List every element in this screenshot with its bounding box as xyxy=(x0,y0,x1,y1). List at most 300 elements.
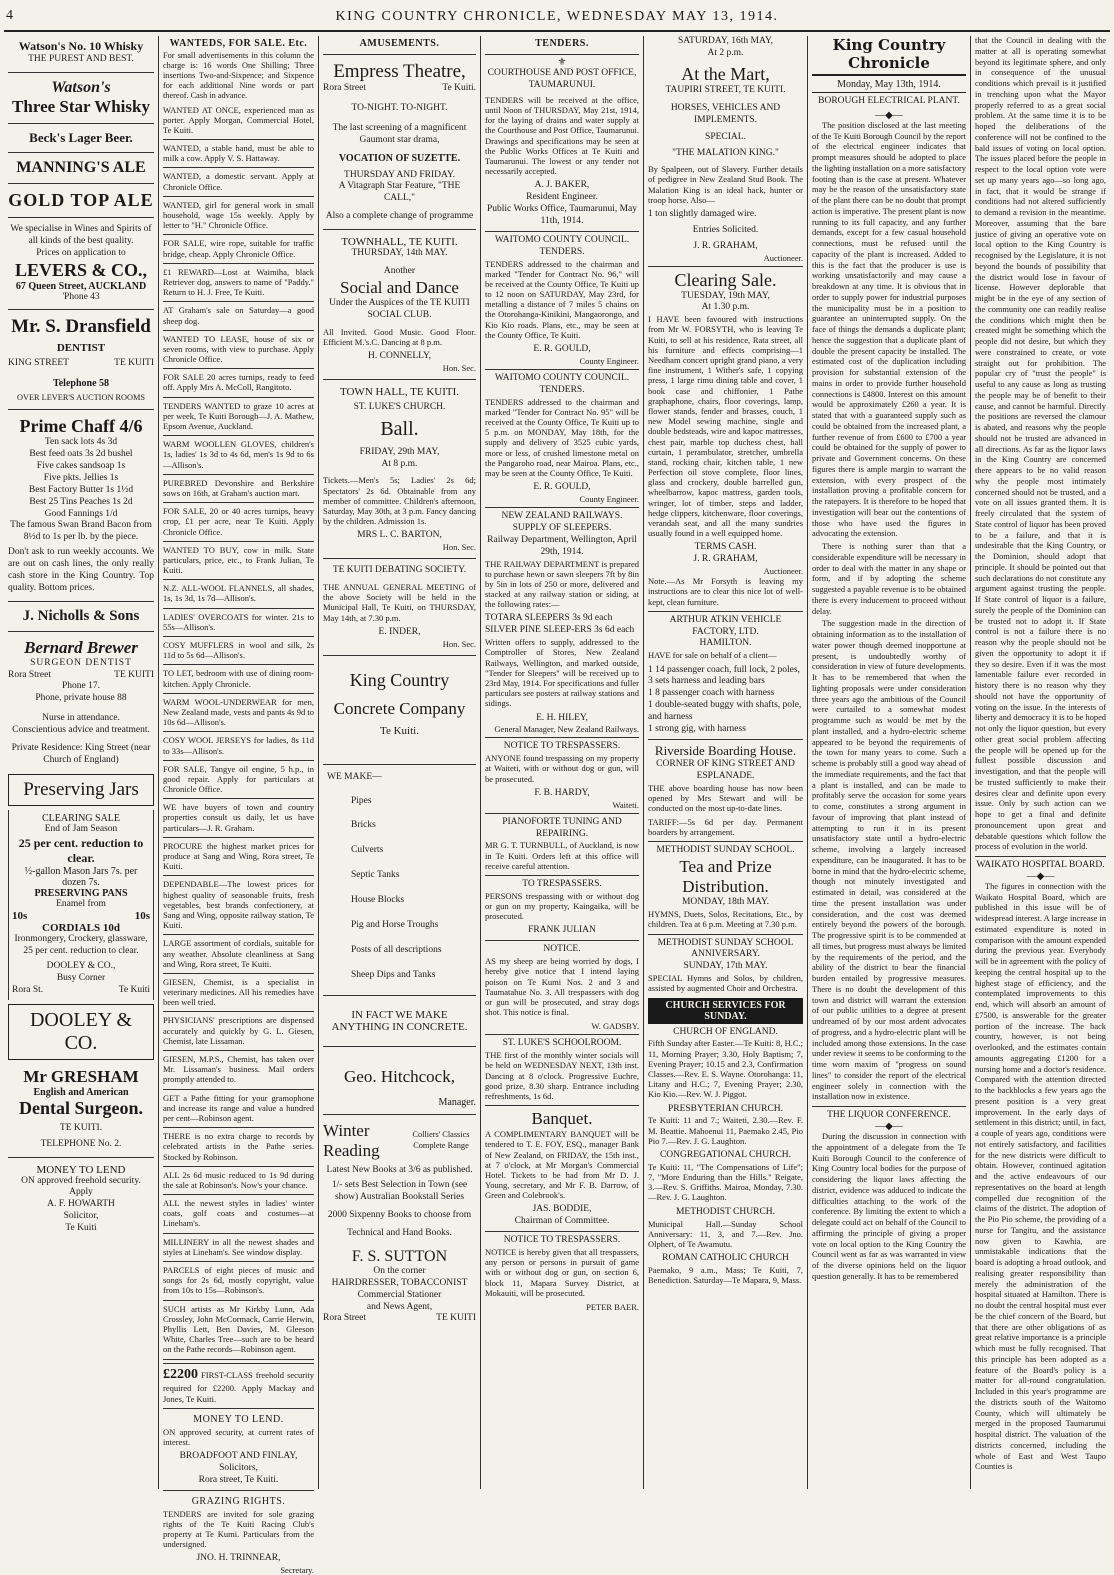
dental: Dental Surgeon. xyxy=(18,1097,143,1118)
to-trespass: TO TRESPASSERS. xyxy=(522,879,602,889)
chaff-line: Ten sack lots 4s 3d xyxy=(44,437,118,448)
classified-ad: LARGE assortment of cordials, suitable for any weather. Absolute cleanliness at Sang and Wing, Rora street, Te Kuiti. xyxy=(163,938,314,969)
persons: PERSONS trespassing with or without dog or gun on my property, Kaingaika, will be prosecuted. xyxy=(485,890,639,922)
classified-ad: FOR SALE, 20 or 40 acres turnips, heavy crop, £1 per acre, near Te Kuiti. Apply Chronicle Office. xyxy=(163,506,314,537)
pans: PRESERVING PANS xyxy=(34,887,128,899)
classified-ad: COSY MUFFLERS in wool and silk, 2s 11d to 5s 6d—Allison's. xyxy=(163,640,314,661)
levers-phone: 'Phone 43 xyxy=(62,291,100,302)
classified-ad: TENDERS WANTED to graze 10 acres at per week, Te Kuiti Borough—J. A. Mathew, Epsom Avenue, Auckland. xyxy=(163,400,314,432)
grazing-text: TENDERS are invited for sole grazing rights of the Te Kuiti Racing Club's property at Te Kumi. Particulars from the undersigned. xyxy=(163,1508,314,1550)
special: SPECIAL. xyxy=(705,132,746,143)
classified-ad: LADIES' OVERCOATS for winter. 21s to 55s—Allison's. xyxy=(163,611,314,632)
classified-list xyxy=(163,105,314,1360)
we-make: WE MAKE— xyxy=(327,771,382,782)
reduction: 25 per cent. reduction to clear. xyxy=(18,835,144,865)
te-kuiti: Te Kuiti xyxy=(65,1223,97,1234)
howarth: A. F. HOWARTH xyxy=(47,1199,115,1210)
chaff-line: Good Fannings 1/d xyxy=(44,508,118,519)
tickets: Tickets.—Men's 5s; Ladies' 2s 6d; Spectators' 2s 6d. Obtainable from any member of committee. Children's afternoon, Saturday, May 30th, at 3 p.m. Fancy dancing by the children. Admission 1s. xyxy=(323,475,476,527)
dransfield-ad xyxy=(8,313,154,406)
rora: Rora Street xyxy=(323,83,367,93)
tender-1: TENDERS will be received at the office, until Noon of THURSDAY, May 21st, 1914, for the laying of drains and water supply at the Courthouse and Post Office, Taumarunui. Drawings and specifications may be seen at the Public Works Offices at Te Kuiti and Taumarunui. The lowest or any tender not necessarily accepted. xyxy=(485,94,639,177)
church-text: Fifth Sunday after Easter.—Te Kuiti: 8, H.C.; 11, Morning Prayer; 3.30, Holy Baptism; 7, Evening Prayer; 10.15 and 2.3, Confirmation Classes.—Rev. E. S. Wayne. Otorohanga: 11, Litany and H.C.; 7, Evening Prayer; 2.30, Kio Kio.—Rev. W. J. Piggot. xyxy=(648,1038,803,1100)
nurse: Nurse in attendance. xyxy=(42,713,120,724)
gould: E. R. GOULD, xyxy=(533,344,591,354)
editorial-paragraph: There is nothing surer than that a considerable expenditure will be necessary in order to deal with the matter in any shape or form, and if by adopting the scheme suggested a payable revenue is to be obtained there is every inducement to proceed without delay. xyxy=(812,542,966,616)
horses: HORSES, VEHICLES AND IMPLEMENTS. xyxy=(670,102,781,125)
specialise: We specialise in Wines and Spirits of all kinds of the best quality. xyxy=(10,223,152,246)
corner: On the corner xyxy=(373,1265,426,1276)
te-kuiti: Te Kuiti xyxy=(118,984,150,995)
resident-engineer: Resident Engineer. xyxy=(526,192,598,203)
saturday: SATURDAY, 16th MAY, xyxy=(677,36,774,46)
tuesday: TUESDAY, 19th MAY, xyxy=(681,290,770,301)
waitomo: WAITOMO COUNTY COUNCIL. xyxy=(494,234,630,245)
columns xyxy=(4,36,1110,1575)
tonight: TO-NIGHT. TO-NIGHT. xyxy=(351,102,448,113)
classified-ad: WANTED AT ONCE, experienced man as porter. Apply Morgan, Commercial Hotel, Te Kuiti. xyxy=(163,104,314,135)
friday: FRIDAY, 29th MAY, xyxy=(359,446,440,457)
dooley-big: DOOLEY & CO. xyxy=(29,1008,133,1054)
surgeon-dentist: SURGEON DENTIST xyxy=(30,657,132,668)
preserving-jars-ad xyxy=(8,774,154,806)
chaff-ad xyxy=(8,413,154,597)
ball-ad xyxy=(323,383,476,555)
classified-ad: FOR SALE, wire rope, suitable for traffic bridge, cheap. Apply Chronicle Office. xyxy=(163,238,314,259)
church-name: PRESBYTERIAN CHURCH. xyxy=(667,1103,784,1114)
at8: At 8 p.m. xyxy=(381,458,418,469)
sixpenny: 2000 Sixpenny Books to choose from xyxy=(327,1210,472,1221)
inder: E. INDER, xyxy=(378,626,421,637)
at130: At 1.30 p.m. xyxy=(701,302,750,313)
classified-ad: PARCELS of eight pieces of music and songs for 2s 6d, mostly copyright, value from 10s to 15s—Robinson's. xyxy=(163,1265,314,1296)
prices: Prices on application to xyxy=(36,247,126,258)
editorial-subhead: BOROUGH ELECTRICAL PLANT. xyxy=(818,96,960,106)
products-list xyxy=(323,768,476,982)
te-kuiti: Te Kuiti. xyxy=(442,83,476,93)
secretary: Secretary. xyxy=(280,1565,314,1575)
brewer: Bernard Brewer xyxy=(24,637,138,657)
church-name: CHURCH OF ENGLAND. xyxy=(673,1026,778,1037)
technical: Technical and Hand Books. xyxy=(347,1228,452,1239)
masthead: KING COUNTRY CHRONICLE, WEDNESDAY MAY 13, 1914. xyxy=(335,9,779,24)
gadsby: W. GADSBY. xyxy=(591,1021,639,1032)
classified-ad: SUCH artists as Mr Kirkby Lunn, Ada Crossley, John McCormack, Carrie Herwin, Phyllis Lett, Ben Davies, M. Gleeson White, Charles Tree—such are to be heard on the Pathe records—Robinson agent. xyxy=(163,1303,314,1355)
classified-ad: N.Z. ALL-WOOL FLANNELS, all shades, 1s, 1s 3d, 1s 7d—Allison's. xyxy=(163,583,314,604)
mart: At the Mart, xyxy=(681,63,770,84)
levers: LEVERS & CO., xyxy=(14,259,148,280)
sets: 1/- sets Best Selection in Town (see show) Australian Bookstall Series xyxy=(331,1180,468,1203)
dransfield: Mr. S. Dransfield xyxy=(11,316,151,338)
classified-ad: FOR SALE 20 acres turnips, ready to feed off. Apply Mrs A. McColl, Rangitoto. xyxy=(163,372,314,393)
classified-pounds xyxy=(163,1367,314,1404)
chaff-line: Five cakes sandsoap 1s xyxy=(36,461,126,472)
end-jam: End of Jam Season xyxy=(44,823,118,834)
product: Sheep Dips and Tanks xyxy=(351,969,436,980)
dont-ask: Don't ask to run weekly accounts. We are out on cash lines, the only really cash store in the King Country. Top quality. Bottom prices. xyxy=(8,547,154,593)
pan-price-2: 10s xyxy=(134,910,150,923)
watson-ad xyxy=(8,36,154,69)
prime-chaff: Prime Chaff 4/6 xyxy=(19,416,143,437)
chairman: Chairman of Committee. xyxy=(514,1216,610,1227)
te-kuiti: TE KUITI. xyxy=(59,1122,103,1133)
chaff-line: Best 25 Tins Peaches 1s 2d xyxy=(29,496,133,507)
classified-ad: PROCURE the highest market prices for produce at Sang and Wing, Rora street, Te Kuiti. xyxy=(163,840,314,872)
classified-ad: ALL the newest styles in ladies' winter coats, golf coats and costumes—at Lineham's. xyxy=(163,1198,314,1229)
classified-ad: WE have buyers of town and country properties consult us daily, let us have particulars—J. R. Graham. xyxy=(163,802,314,833)
classified-ad: WARM WOOL-UNDERWEAR for men, New Zealand made, vests and pants 4s 9d to 10s 6d—Allison's. xyxy=(163,696,314,728)
hon-sec: Hon. Sec. xyxy=(442,638,476,649)
telephone: Telephone 58 xyxy=(52,378,110,390)
hardy: F. B. HARDY, xyxy=(534,787,590,798)
product: Pipes xyxy=(351,795,372,806)
atkin: ARTHUR ATKIN VEHICLE FACTORY, LTD. xyxy=(669,614,782,637)
banquet-text: A COMPLIMENTARY BANQUET will be tendered to T. E. FOY, ESQ., manager Bank of New Zealand, on FRIDAY, the 15th inst., at 7 o'clock, at Mr Morgan's Commercial Hotel. Tickets to be had from Mr D. J. Young, secretary, and Mr F. B. Darrow, of Green and Colebrook's. xyxy=(485,1129,639,1201)
classified-ad: WANTED TO BUY, cow in milk. State particulars, price, etc., to Frank Julian, Te Kuiti. xyxy=(163,544,314,576)
hitchcock: Geo. Hitchcock, xyxy=(344,1066,455,1086)
pan-price-1: 10s xyxy=(12,910,28,923)
conscientious: Conscientious advice and treatment. xyxy=(12,725,150,736)
classified-ad: COSY WOOL JERSEYS for ladies, 8s 11d to 33s—Allison's. xyxy=(163,735,314,756)
classified-ad: AT Graham's sale on Saturday—a good sheep dog. xyxy=(163,305,314,326)
gould-2: E. R. GOULD, xyxy=(533,482,591,493)
latest: Latest New Books at 3/6 as published. xyxy=(326,1164,473,1175)
classified-ad: GET a Pathe fitting for your gramophone and increase its range and value a hundred per cent—Robinson agent. xyxy=(163,1092,314,1123)
wanteds-intro: For small advertisements in this column the charge is: 16 words One Shilling; Three insertions Two-and-Sixpence; and Sixpence for each additional Nine words or part thereof. Cash in advance. xyxy=(163,51,314,101)
auctioneer: Auctioneer. xyxy=(763,252,803,263)
empress: Empress Theatre, xyxy=(333,61,466,82)
private-residence: Private Residence: King Street (near Church of England) xyxy=(11,742,151,765)
mason: ½-gallon Mason Jars 7s. per dozen 7s. xyxy=(24,865,138,888)
baer: PETER BAER. xyxy=(586,1302,639,1312)
piano: PIANOFORTE TUNING AND REPAIRING. xyxy=(502,816,622,839)
sleepers: SUPPLY OF SLEEPERS. xyxy=(512,522,612,533)
classified-ad: PUREBRED Devonshire and Berkshire sows on 16th, at Graham's auction mart. xyxy=(163,477,314,498)
column-1 xyxy=(4,36,159,1489)
rora-st: Rora St. xyxy=(12,984,44,995)
st-lukes: ST. LUKE'S CHURCH. xyxy=(353,401,446,412)
te-kuiti: TE KUITI xyxy=(436,1313,476,1324)
over-levers: OVER LEVER'S AUCTION ROOMS xyxy=(16,393,146,403)
railway-dept: Railway Department, Wellington, April 29th, 1914. xyxy=(487,534,637,557)
mannings: MANNING'S ALE xyxy=(16,158,146,176)
preserving: Preserving Jars xyxy=(23,778,139,800)
gold-top: GOLD TOP ALE xyxy=(8,189,154,210)
broadfoot: BROADFOOT AND FINLAY, xyxy=(179,1451,298,1462)
te-kuiti: Te Kuiti. xyxy=(380,724,419,737)
nicholls: J. Nicholls & Sons xyxy=(22,607,140,624)
classified-ad: WANTED, a stable hand, must be able to milk a cow. Apply V. S. Hattaway. xyxy=(163,143,314,164)
wanteds-heading: WANTEDS, FOR SALE. Etc. xyxy=(169,38,308,49)
colliers: Colliers' Classics Complete Range xyxy=(412,1130,470,1150)
townhall-2: TOWN HALL, TE KUITI. xyxy=(339,385,460,398)
te-kuiti: TE KUITI xyxy=(114,358,154,369)
anniversary: METHODIST SUNDAY SCHOOL ANNIVERSARY. xyxy=(657,937,794,960)
classified-ad: WARM WOOLLEN GLOVES, children's 1s, ladies' 1s 3d to 4s 6d, men's 1s 9d to 6s—Allison's. xyxy=(163,439,314,470)
sunday: SUNDAY, 17th MAY. xyxy=(683,961,768,972)
malation: "THE MALATION KING." xyxy=(672,148,779,159)
product: Septic Tanks xyxy=(351,870,400,881)
column-7 xyxy=(971,36,1110,1489)
editorial-paragraph: The position disclosed at the last meeting of the Te Kuiti Borough Council by the report of the electrical engineer indicates that prompt measures should be adopted to place the lighting installation on a more satisfactory footing than is the case at present. Whatever may be the reason of the unsatisfactory state of the plant there can be no doubt that prompt action is imperative. The present plant is now running to its full capacity, and any further demands, except for a few casual household connections, must be refused until the capacity of the plant is increased. Added to this is the fact that the producer is use is working unsatisfactorily and may cause a breakdown at any time. It is obvious that in order to supply power for industrial purposes the municipality must be in a position to guarantee an uninterrupted supply. On the face of things the demands a duplicate plant; hence the suggestion that a duplicate plant of double the present capacity be installed. The estimated cost of the duplication including provision for substantial extension of the mains in order to provide further household connections is £4800. Interest on this amount would be approximately £260 a year. It is stated that with a guaranteed supply such as could be obtained from the increased plant, a further revenue of from £600 to £700 a year could be obtained for the supply of power to private and Government concerns. On these figures there is ample margin to warrant the extension, with every prospect of the installation proving a profitable concern for the ratepayers. It is therefore to be hoped that investigation will bear out the contentions of those who have used the figures in advocating the extension. xyxy=(812,120,966,539)
have: HAVE for sale on behalf of a client— xyxy=(648,650,777,661)
rail-text: THE RAILWAY DEPARTMENT is prepared to purchase hewn or sawn sleepers 7ft by 8in by 5in in lots of 250 or more, delivered and stacked at any railway station or siding, at the following rates:— xyxy=(485,558,639,610)
levers-ad xyxy=(8,221,154,307)
vehicle: 1 8 passenger coach with harness xyxy=(648,688,775,699)
solicitor: Solicitor, xyxy=(63,1211,99,1222)
grazing-heading: GRAZING RIGHTS. xyxy=(191,1495,286,1507)
product: Pig and Horse Troughs xyxy=(351,919,439,930)
hospital-heading: WAIKATO HOSPITAL BOARD. xyxy=(976,860,1105,870)
ironmongery: Ironmongery, Crockery, glassware, 25 per cent. reduction to clear. xyxy=(14,934,148,957)
under: Under the Auspices of the TE KUITI SOCIAL CLUB. xyxy=(329,297,470,320)
product: Posts of all descriptions xyxy=(351,944,442,955)
county-engineer: County Engineer. xyxy=(579,355,639,366)
church-text: Te Kuiti: 11 and 7.; Waiteti, 2.30.—Rev. F. M. Beattie. Mahoenui 11, Paemako 2.45, Pio Pio 7.—Rev. J. G. Laughton. xyxy=(648,1115,803,1146)
courthouse: COURTHOUSE AND POST OFFICE, TAUMARUNUI. xyxy=(487,68,637,90)
column-3 xyxy=(319,36,481,1489)
apply: Apply xyxy=(69,1187,93,1198)
hospital-paragraph: The figures in connection with the Waikato Hospital Board, which are published in this issue will be of widespread interest. A large increase in estimated expenditure is noted in comparison with the amount expended during the previous year. Everybody will be in agreement with the policy of keeping the central hospital up to the highest stage of efficiency, and the contemplated improvements to this end, which will absorb an amount of £7500, is answerable for the greater portion of the increase. The back country, however, is not being overlooked, and the estimates contain amounts aggregating £1200 for a nursing home and a doctor's residence. Compared with the attention directed to the backblocks a few years ago the present position is a very great improvement. In the early days of settlement in this district; until, in fact, a couple of years ago, conditions were not entirely satisfactory, and facilities for the new districts were difficult to obtain. However, continued agitation and the active endeavours of our representatives on the board at length compelled due recognition of the claims of the district. The adoption of the Pio Pio scheme, the providing of a nurse for Tangitu, and the assistance now given to Kawhia, are unmistakable indications that the board is adopting a broad outlook, and realising greater responsibility than merely the administration of the hospital situated at Hamilton. There is no doubt the central hospital must ever be the chief concern of the Board, but that there are other obligations of as great relative importance is a principle which must be fully recognised. That this principle has been adopted as a feature of the Board's policy is a matter for all-round congratulation. Included in this year's programme are the districts south of the Waitomo County, which will ultimately be merged in the proposed Taumarunui hospital district. The valuation of the districts concerned, including the whole of East and West Taupo Counties is xyxy=(975,881,1107,1472)
nzr: NEW ZEALAND RAILWAYS. xyxy=(501,511,623,521)
kc: King Country xyxy=(349,669,450,690)
te-kuiti: TE KUITI xyxy=(114,669,154,680)
waitomo-2: WAITOMO COUNTY COUNCIL. xyxy=(494,372,630,383)
classified-ad: TO LET, bedroom with use of dining room-kitchen. Apply Chronicle. xyxy=(163,668,314,689)
ball: Ball. xyxy=(380,417,419,440)
thurs-fri: THURSDAY AND FRIDAY. xyxy=(344,169,455,180)
monday: MONDAY, 18th MAY. xyxy=(681,897,770,908)
vehicle: 1 14 passenger coach, full lock, 2 poles, 3 sets harness and leading bars xyxy=(648,664,800,687)
riverside: Riverside Boarding House. xyxy=(654,742,797,758)
church-text: Municipal Hall.—Sunday School Anniversary: 11, 3, and 7.—Rev. Jno. Olphert, of Te Awamutu. xyxy=(648,1218,803,1249)
tenders-heading: TENDERS. xyxy=(535,38,589,49)
notice-text: NOTICE is hereby given that all trespassers, any person or persons in pursuit of game with or without dog or gun, on section 6, block 11, Mapara Survey District, at Mokauiti, will be prosecuted. xyxy=(485,1247,639,1298)
note: Note.—As Mr Forsyth is leaving my instructions are to clear this nice lot of well-kept, clean furniture. xyxy=(648,576,803,607)
graham-2: J. R. GRAHAM, xyxy=(693,554,758,565)
debating-ad xyxy=(323,562,476,652)
classified-ad: PHYSICIANS' prescriptions are dispensed accurately and quickly by G. L. Giesen, Chemist, late Lissaman. xyxy=(163,1015,314,1046)
church-name: METHODIST CHURCH. xyxy=(675,1206,776,1217)
auctioneer-2: Auctioneer. xyxy=(763,566,803,577)
vocation: VOCATION OF SUZETTE. xyxy=(338,152,461,164)
news-agent: and News Agent, xyxy=(366,1301,433,1312)
totara: TOTARA SLEEPERS 3s 9d each xyxy=(485,613,613,624)
editorial-continued: that the Council in dealing with the matter at all is operating somewhat beyond its legitimate sphere, and only in consequence of the unusual conditions which prevail is it justified in trenching upon what the Mayor properly referred to as a great social problem. At the same time it is to be hoped the deliberations of the conference will not be confined to the bald issues of voting on local option. The issues placed before the people in respect to the local option vote were set up many years ago—so long ago, in fact, that it would be strange if conditions had not altered sufficiently to demand a revision in the meantime. Moreover, assuming that the bare justice of giving an operative vote on local option to the King Country is recognised by the Legislature, it is not beyond the bounds of possibility that the district would lose in favour of license. However deplorable that might be in the eye of any section of the community one can readily realise the conditions which might then be created might be something which the people did not desire, but which they were constrained to create, or vote straight out for prohibition. The popular cry of "trust the people" is useful to any cause as long as trusting the people may be of benefit to their cause, and cannot be harmful. Directly the positions are reversed the clamour is abated, and reasons why the people should not be trusted are advanced in all directions. As far as the liquor laws in the King Country are concerned there appears to be no valid reason why the people most intimately concerned should not be trusted, and a vote on all issues granted them. It is freely circulated that the system of State control of liquor has been proved to be a failure, and that it is undesirable that the King Country, or the Dominion, should adopt that principle. It should be pointed out that such declarations do not constitute any argument against trusting the people. If State control of liquor is a failure, surely the people of the Dominion can be trusted not to adopt it. If State control is not a failure there is no reason why the people should not be given the opportunity to adopt it if they so desire. Even if it was the most lamentable failure ever recorded in history there is no reason why they should not have the opportunity of voting on the issue. In the interests of liberty and democracy it is to be hoped not only the liquor question, but every other great social problem affecting the people will be opened up for the fullest possible discussion and investigation, and that the people will be trusted sufficiently to make their desires clear and definite upon every issue. Only by such action can we hope to get a final and definite pronouncement upon great and debatable questions which follow the process of evolution in the world. xyxy=(975,36,1106,852)
brewer-ad xyxy=(8,635,154,770)
solicitors: Solicitors, xyxy=(219,1462,258,1473)
watsons-three-star-ad xyxy=(8,76,154,120)
approved: ON approved freehold security. xyxy=(21,1175,141,1186)
dooley-small: DOOLEY & CO., xyxy=(46,961,116,972)
gresham-ad xyxy=(8,1064,154,1154)
concrete: Concrete Company xyxy=(333,698,466,718)
tender-3: TENDERS addressed to the chairman and marked "Tender for Contract No. 95" will be received at the County Office, Te Kuiti up to 5 p.m. on MONDAY, May 18th, for the supply and delivery of 3525 cubic yards, more or less, of crushed limestone metal on the Pangaroho road, near Mairoa. Plans, etc., may be seen at the County Office, Te Kuiti. xyxy=(485,396,639,478)
page-number: 4 xyxy=(6,8,13,23)
church-heading: CHURCH SERVICES FOR SUNDAY. xyxy=(648,998,803,1024)
rule-ornament-icon: —◆— xyxy=(875,1121,903,1132)
king-street: KING STREET xyxy=(8,358,69,369)
clearing: Clearing Sale. xyxy=(674,269,777,290)
lorry: 1 ton slightly damaged wire. xyxy=(648,208,757,219)
rule-ornament-icon: —◆— xyxy=(1026,870,1055,882)
vehicle: 1 strong gig, with harness xyxy=(648,723,746,734)
money-text: ON approved security, at current rates of interest. xyxy=(163,1426,314,1447)
dentist: DENTIST xyxy=(56,342,106,355)
chaff-line: Five pkts. Jellies 1s xyxy=(43,472,119,483)
phone17: Phone 17. xyxy=(62,681,100,692)
social-ad xyxy=(323,233,476,376)
dooley-box xyxy=(8,1004,154,1060)
church-text: Te Kuiti: 11, "The Compensations of Life"; 7, "More Enduring than the Hills." Reigate, 3.—Rev. S. Griffiths. Mairoa, Monday, 7.30.—Rev. J. G. Laughton. xyxy=(648,1161,803,1203)
sutton-ad xyxy=(323,1118,476,1329)
classified-ad: GIESEN, M.P.S., Chemist, has taken over Mr. Lissaman's business. Mail orders promptly attended to. xyxy=(163,1054,314,1085)
dogs: AS my sheep are being worried by dogs, I hereby give notice that I intend laying poison on Te Kumi Nos. 2 and 3 and Taumatahue No. 3. All trespassers with dog or gun will be prosecuted, and stray dogs shot. This notice is final. xyxy=(485,956,639,1018)
editorial-title: King Country Chronicle xyxy=(812,36,966,76)
rora-street: Rora Street xyxy=(8,669,52,680)
product: Culverts xyxy=(351,845,384,856)
special-hymns: SPECIAL Hymns and Solos, by children, assisted by augmented Choir and Orchestra. xyxy=(648,973,803,994)
liquor-paragraph: During the discussion in connection with the appointment of a delegate from the Te Kuiti Borough Council to the conference of King Country local bodies for the purpose of considering the liquor laws affecting the district, evidence was adduced to indicate the difficulties attaching to the work of the conference. By limiting the extent to which a delegate could act on behalf of the Council to affirming the principle of giving a proper vote on local option to the King Country the Council went as far as was warranted in view of the diverse opinions held on the liquor question generally. It has to be remembered xyxy=(812,1132,966,1281)
written: Written offers to supply, addressed to the Comptroller of Stores, New Zealand Railways, Wellington, and marked outside, "Tender for Sleepers" will be received up to 23rd May, 1914. For specifications and fuller particulars see posters at railway stations and sidings. xyxy=(485,637,639,709)
tariff: TARIFF:—5s 6d per day. Permanent boarders by arrangement. xyxy=(648,817,803,838)
classified-ad: DEPENDABLE—The lowest prices for highest quality of seasonable fruits, fresh vegetables, best brands confectionery, at Sang and Wing, opposite railway station, Te Kuiti. xyxy=(163,879,314,931)
in-fact: IN FACT WE MAKE ANYTHING IN CONCRETE. xyxy=(331,1008,468,1033)
riverside-text: THE above boarding house has now been opened by Mrs Stewart and will be conducted on the most up-to-date lines. xyxy=(648,782,803,813)
tender-2: TENDERS addressed to the chairman and marked "Tender for Contract No. 96," will be received at the County Office, Te Kuiti up to 12 noon on SATURDAY, May 23rd, for metalling a distance of 7 miles 5 chains on the Otorohanga-Kinikini, Mangaorongo, and Kio Kio roads. Plans, etc., may be seen at the County Office, Te Kuiti. xyxy=(485,258,639,340)
classified-ad: MILLINERY in all the newest shades and styles at Lineham's. See window display. xyxy=(163,1236,314,1257)
stallion: By Spalpeen, out of Slavery. Further details of pedigree in New Zealand Stud Book. The Malation King is an ideal hack, hunter or troop horse. Also— xyxy=(648,164,803,205)
clearing-text: I HAVE been favoured with instructions from Mr W. FORSYTH, who is leaving Te Kuiti, to sell at his residence, Rata street, all his furniture and effects comprising—1 Needham concert upright grand piano, a very fine instrument, 1 Wither's safe, 1 copying press, 1 large rimu dining table and cover, 1 book case and chiffonier, 1 Pathe graphaphone, chairs, floor coverings, lamp, flower stands, fender and brasses, couch, 1 new Model sewing machine, single and double bedsteads, wire and kapoc mattresses, chest pair, marble top duchess chest, hall curtain, 1 perambulator, stretcher, umbrella stand, rocking chair, kitchen table, 1 new Perfection oil stove complete, floor lines, glass and crockery, double barrelled gun, wheelbarrow, kapoc mattress, garden tools, wringer, lot of timber, steps and ladder, hedge clippers, kitchenware, floor coverings, verandah seat, and all the many sundries usually found in a well equipped home. xyxy=(648,314,803,539)
clearing: CLEARING SALE xyxy=(41,812,121,824)
general-manager: General Manager, New Zealand Railways. xyxy=(494,724,639,735)
stationer: Commercial Stationer xyxy=(357,1289,442,1300)
at2: At 2 p.m. xyxy=(707,47,744,58)
busy: Busy Corner xyxy=(56,973,106,984)
townhall: TOWNHALL, TE KUITI. xyxy=(341,236,458,248)
hon-sec: Hon. Sec. xyxy=(442,362,476,373)
winter-reading: Winter Reading xyxy=(323,1120,380,1160)
classified-ad: GIESEN, Chemist, is a specialist in veterinary medicines. All his remedies have been well tried. xyxy=(163,976,314,1008)
methodist: METHODIST SUNDAY SCHOOL. xyxy=(656,845,795,856)
chaff-line: The famous Swan Brand Bacon from 8½d to 1s per lb. by the piece. xyxy=(10,520,152,543)
english: English and American xyxy=(33,1086,129,1098)
classified-ad: ALL 2s 6d music reduced to 1s 9d during the sale at Robinson's. Now's your chance. xyxy=(163,1169,314,1190)
silver: SILVER PINE SLEEP-ERS 3s 6d each xyxy=(485,625,635,636)
baker: A. J. BAKER, xyxy=(534,180,590,191)
empress-ad xyxy=(323,58,476,226)
pwo: Public Works Office, Taumarunui, May 11th, 1914. xyxy=(486,204,638,226)
manager: Manager. xyxy=(438,1096,476,1108)
watson10: Watson's No. 10 Whisky xyxy=(18,39,144,53)
chaff-line: Best feed oats 3s 2d bushel xyxy=(29,449,133,460)
waiteti: Waiteti. xyxy=(612,799,639,810)
product: Bricks xyxy=(351,820,376,831)
classified-ad: £1 REWARD—Lost at Waimiha, black Retriever dog, answers to name of "Paddy." Return to H. J. Free, Te Kuiti. xyxy=(163,266,314,298)
watsons: Watson's xyxy=(51,78,111,96)
hon-sec: Hon. Sec. xyxy=(442,542,476,553)
terms: TERMS CASH. xyxy=(694,542,757,553)
column-5 xyxy=(644,36,808,1489)
annual: THE ANNUAL GENERAL MEETING of the above Society will be held in the Municipal Hall, Te Kuiti, on THURSDAY, May 14th, at 7.30 p.m. xyxy=(323,582,476,623)
sutton: F. S. SUTTON xyxy=(351,1247,448,1265)
boddie: JAS. BODDIE, xyxy=(532,1204,592,1215)
schoolroom: ST. LUKE'S SCHOOLROOM. xyxy=(502,1038,622,1049)
trespass-text: ANYONE found trespassing on my property at Waiteti, with or without dog or gun, will be prosecuted. xyxy=(485,753,639,784)
rora: Rora street, Te Kuiti. xyxy=(198,1474,279,1485)
three-star: Three Star Whisky xyxy=(12,96,150,116)
levers-address: 67 Queen Street, AUCKLAND xyxy=(15,280,147,292)
pounds: £2200 xyxy=(163,1366,198,1382)
debating: TE KUITI DEBATING SOCIETY. xyxy=(332,565,467,576)
hitchcock-ad xyxy=(323,1050,476,1111)
trinnear: JNO. H. TRINNEAR, xyxy=(196,1553,281,1564)
another: Another xyxy=(383,265,416,276)
rule-ornament-icon: —◆— xyxy=(875,109,903,121)
amusements-heading: AMUSEMENTS. xyxy=(359,38,440,49)
graham: J. R. GRAHAM, xyxy=(693,240,758,251)
column-2 xyxy=(159,36,319,1575)
cordials: CORDIALS 10d xyxy=(42,922,120,935)
telephone-2: TELEPHONE No. 2. xyxy=(40,1138,122,1149)
corner: CORNER OF KING STREET AND ESPLANADE. xyxy=(656,758,795,781)
taupiri: TAUPIRI STREET, TE KUITI. xyxy=(665,84,786,95)
church-name: CONGREGATIONAL CHURCH. xyxy=(659,1150,792,1160)
classified-ad: WANTED, a domestic servant. Apply at Chronicle Office. xyxy=(163,171,314,192)
trespass: NOTICE TO TRESPASSERS. xyxy=(503,741,621,752)
tea: Tea and Prize Distribution. xyxy=(679,857,772,897)
money-lend: MONEY TO LEND xyxy=(36,1163,126,1176)
notice: NOTICE. xyxy=(543,944,581,955)
crest-icon: ⚜ xyxy=(557,57,567,68)
social: Social and Dance xyxy=(340,277,459,297)
liquor-heading: THE LIQUOR CONFERENCE. xyxy=(827,1110,951,1121)
gresham: Mr GRESHAM xyxy=(23,1066,139,1086)
classified-ad: WANTED TO LEASE, house of six or seven rooms, with view to purchase. Apply Chronicle Office. xyxy=(163,333,314,365)
private-house: Phone, private house 88 xyxy=(35,693,127,704)
concrete-ad xyxy=(323,659,476,740)
page-header xyxy=(0,8,1114,28)
hymns: HYMNS, Duets, Solos, Recitations, Etc., by children. Tea at 6 p.m. Meeting at 7.30 p.m. xyxy=(648,909,803,930)
hairdresser: HAIRDRESSER, TOBACCONIST xyxy=(331,1277,468,1288)
banquet: Banquet. xyxy=(531,1109,593,1129)
invited: All Invited. Good Music. Good Floor. Efficient M.'s.C. Dancing at 8 p.m. xyxy=(323,326,476,347)
julian: FRANK JULIAN xyxy=(528,925,596,936)
classified-ad: THERE is no extra charge to records by celebrated artists in the Pathe series. Stocked by Robinson. xyxy=(163,1131,314,1162)
editorial-paragraph: The suggestion made in the direction of obtaining information as to the installation of water power though deemed inopportune at present, is undoubtedly worthy of consideration in view of future developments. It has to be remembered that when the lighting proposals were under consideration three years ago the ambitious of the Council were curtailed to a somewhat modest programme such as would be met by the plant installed, and a hydro-electric scheme appeared to be beyond the requirements of the town for many years to come. Such a scheme is probably still a good way ahead of the immediate requirements, and the fact that a plant is installed, and can be made to profitably serve the occasion for some years to come, constitutes a strong argument in favour of improving that plant instead of attempting to run it in its present unsatisfactory state until a hydro-electric scheme, involving a largely increased expenditure, can be inaugurated. It has to be borne in mind that the hydro-electric scheme, though not minutely investigated and estimated in detail, was considered at the time the present installation was under consideration, and the cost was deemed entirely beyond the powers of the borough. The progressive spirit is to be commended at all times, but progress must always be limited by the requirements of the period, and the ability of the district to bear the financial burden entailed by progressive measures. There is no doubt the development of this town and district will warrant the extension of our public utilities to a degree at present undreamed of by our most ardent advocates of progress, and a hydro-electric plant will be included among those extensions. In the case under review it seems to be conforming to the time worn maxim of "progress on sound lines" to consider the report of the electrical engineer solely in connection with the installation now in existence. xyxy=(812,619,966,1102)
editorial-date: Monday, May 13th, 1914. xyxy=(812,79,966,93)
purest: THE PUREST AND BEST. xyxy=(28,54,134,64)
notice-tres: NOTICE TO TRESPASSERS. xyxy=(503,1235,621,1246)
piano-text: MR G. T. TURNBULL, of Auckland, is now in Te Kuiti. Orders left at this office will receive careful attention. xyxy=(485,840,639,871)
vitagraph: A Vitagraph Star Feature, "THE CALL," xyxy=(338,181,461,204)
tenders-sub-2: TENDERS. xyxy=(539,384,585,395)
becks: Beck's Lager Beer. xyxy=(29,129,133,145)
enamel: Enamel from xyxy=(56,898,106,909)
column-6 xyxy=(808,36,971,1489)
rora: Rora Street xyxy=(323,1313,367,1324)
classified-ad: FOR SALE, Tangye oil engine, 5 h.p., in good repair. Apply for particulars at Chronicle Office. xyxy=(163,763,314,795)
hamilton: HAMILTON. xyxy=(699,638,752,649)
vehicle: 1 double-seated buggy with shafts, pole, and harness xyxy=(648,700,802,722)
church-name: ROMAN CATHOLIC CHURCH xyxy=(662,1253,789,1264)
column-4 xyxy=(481,36,644,1489)
howarth-ad xyxy=(8,1161,154,1238)
pounds-text: FIRST-CLASS freehold security required for £2200. Apply Mackay and Jones, Te Kuiti. xyxy=(163,1369,314,1404)
socials: THE first of the monthly winter socials will be held on WEDNESDAY NEXT, 13th inst. Dancing at 8 o'clock. Progressive Euchre, good prize, 8.30 sharp. Entrance including refreshments, 1s 6d. xyxy=(485,1050,639,1101)
last-screening: The last screening of a magnificent Gaumont star drama, xyxy=(332,122,467,145)
money-heading: MONEY TO LEND. xyxy=(193,1413,284,1425)
